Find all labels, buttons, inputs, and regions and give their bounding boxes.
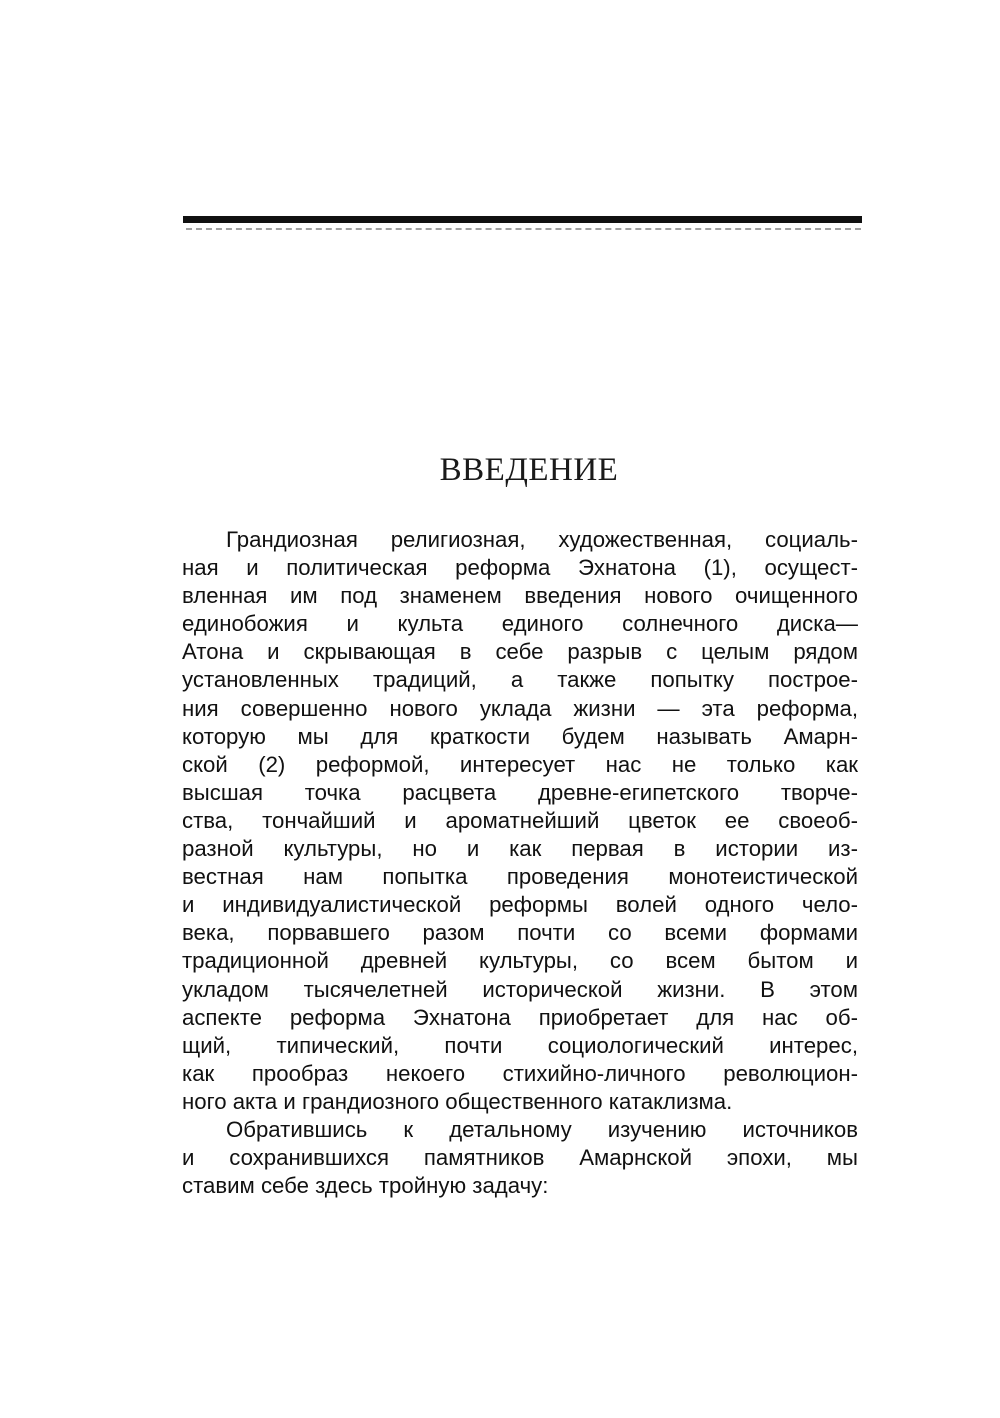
header-rule-thin [186,228,861,230]
text-line: единобожия и культа единого солнечного диска— [182,611,858,637]
text-line: высшая точка расцвета древне-египетского творче- [182,779,858,805]
text-line: ской (2) реформой, интересует нас не только как [182,751,858,777]
text-line: как прообраз некоего стихийно-личного революцион- [182,1060,858,1086]
text-line: установленных традиций, а также попытку построе- [182,667,858,693]
text-line: ного акта и грандиозного общественного катаклизма. [182,1088,733,1114]
text-line: вленная им под знаменем введения нового очищенного [182,583,858,609]
text-line: аспекте реформа Эхнатона приобретает для нас об- [182,1004,858,1030]
text-line: Обратившись к детальному изучению источников [226,1116,858,1142]
text-line: укладом тысячелетней исторической жизни. В этом [182,976,858,1002]
text-line: ния совершенно нового уклада жизни — эта реформа, [182,695,858,721]
text-line: и индивидуалистической реформы волей одного чело- [182,892,858,918]
body-text [182,526,858,1200]
header-rule-thick [183,216,862,223]
text-line: традиционной древней культуры, со всем бытом и [182,948,858,974]
text-line: века, порвавшего разом почти со всеми формами [182,920,858,946]
text-line: щий, типический, почти социологический интерес, [182,1032,858,1058]
text-line: ставим себе здесь тройную задачу: [182,1173,549,1199]
text-line: вестная нам попытка проведения монотеистической [182,864,858,890]
text-line: ства, тончайший и ароматнейший цветок ее своеоб- [182,807,858,833]
chapter-title: ВВЕДЕНИЕ [439,452,619,488]
text-line: Грандиозная религиозная, художественная, социаль- [226,527,858,552]
text-line: ная и политическая реформа Эхнатона (1), осущест- [182,555,858,581]
text-line: Атона и скрывающая в себе разрыв с целым рядом [182,639,858,665]
text-line: разной культуры, но и как первая в истории из- [182,836,858,862]
text-line: которую мы для краткости будем называть Амарн- [182,723,858,749]
text-line: и сохранившихся памятников Амарнской эпохи, мы [182,1145,858,1171]
